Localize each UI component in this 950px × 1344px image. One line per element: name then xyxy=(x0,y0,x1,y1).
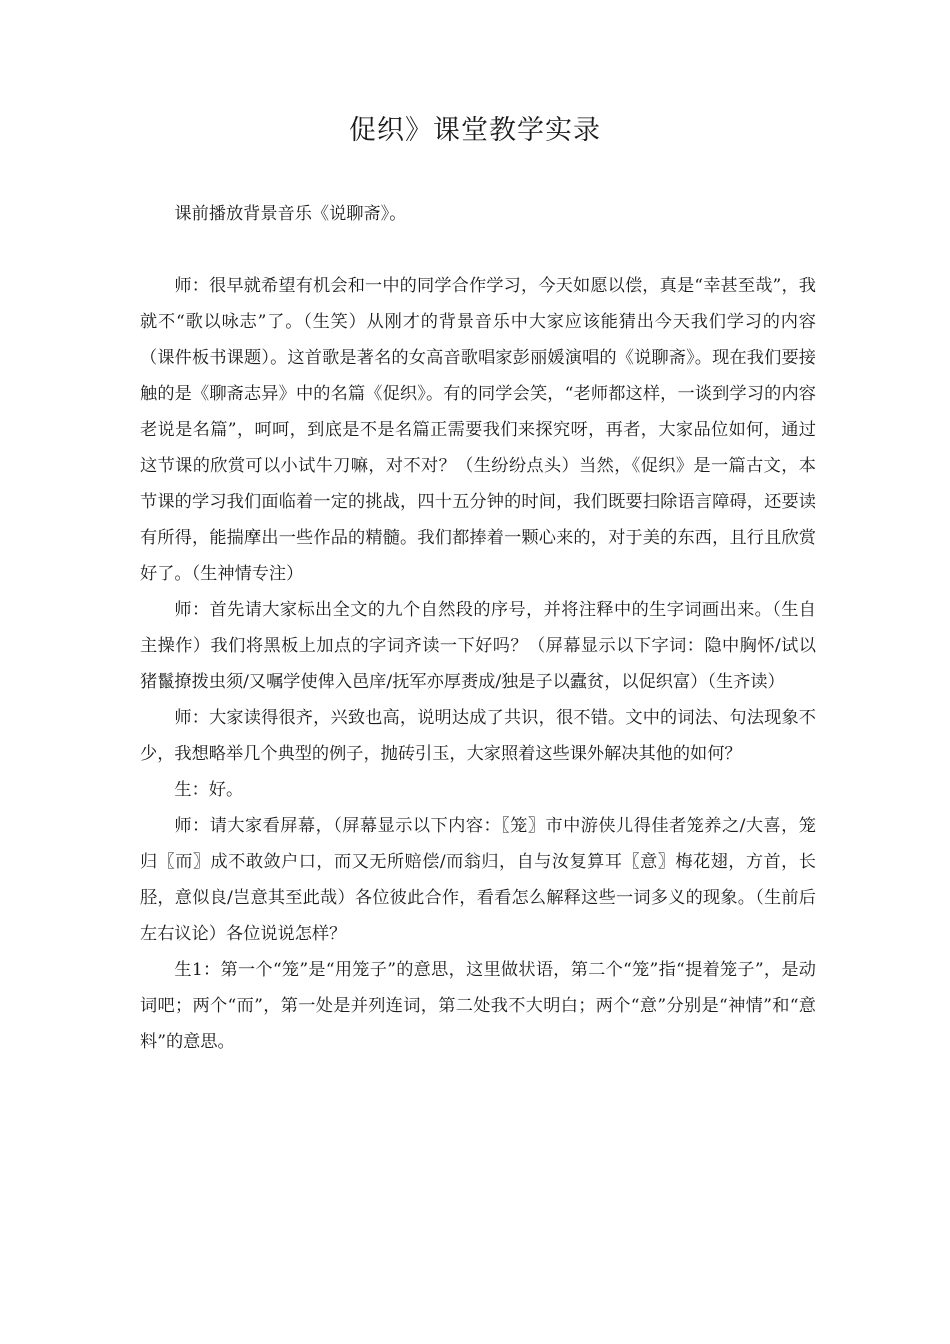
document-title: 促织》课堂教学实录 xyxy=(349,115,601,146)
paragraph-teacher-vocabulary: 师：首先请大家标出全文的九个自然段的序号，并将注释中的生字词画出来。（生自主操作）我们将黑板上加点的字词齐读一下好吗？（屏幕显示以下字词：隐中胸怀/试以猪鬣撩拨虫须/又嘱学使俾入邑庠/抚军亦厚赉成/独是子以蠹贫，以促织富）（生齐读） xyxy=(140,600,816,692)
document-body xyxy=(140,196,816,1060)
paragraph-teacher-opening: 师：很早就希望有机会和一中的同学合作学习，今天如愿以偿，真是“幸甚至哉”，我就不“歌以咏志”了。（生笑）从刚才的背景音乐中大家应该能猜出今天我们学习的内容（课件板书课题）。这首歌是著名的女高音歌唱家彭丽媛演唱的《说聊斋》。现在我们要接触的是《聊斋志异》中的名篇《促织》。有的同学会笑，“老师都这样，一谈到学习的内容老说是名篇”，呵呵，到底是不是名篇正需要我们来探究呀，再者，大家品位如何，通过这节课的欣赏可以小试牛刀嘛，对不对？（生纷纷点头）当然，《促织》是一篇古文，本节课的学习我们面临着一定的挑战，四十五分钟的时间，我们既要扫除语言障碍，还要读有所得，能揣摩出一些作品的精髓。我们都捧着一颗心来的，对于美的东西，且行且欣赏好了。（生神情专注） xyxy=(140,276,816,584)
paragraph-student-1-answer: 生1：第一个“笼”是“用笼子”的意思，这里做状语，第二个“笼”指“提着笼子”，是动词吧；两个“而”，第一处是并列连词，第二处我不大明白；两个“意”分别是“神情”和“意料”的意思。 xyxy=(140,960,816,1052)
paragraph-teacher-screen: 师：请大家看屏幕，（屏幕显示以下内容：〖笼〗市中游侠儿得佳者笼养之/大喜，笼归〖而〗成不敢敛户口，而又无所赔偿/而翁归，自与汝复算耳〖意〗梅花翅，方首，长胫，意似良/岂意其至此哉）各位彼此合作，看看怎么解释这些一词多义的现象。（生前后左右议论）各位说说怎样？ xyxy=(140,816,816,944)
paragraph-intro: 课前播放背景音乐《说聊斋》。 xyxy=(174,204,407,224)
paragraph-teacher-grammar: 师：大家读得很齐，兴致也高，说明达成了共识，很不错。文中的词法、句法现象不少，我想略举几个典型的例子，抛砖引玉，大家照着这些课外解决其他的如何？ xyxy=(140,708,816,764)
paragraph-student-reply: 生：好。 xyxy=(174,780,244,800)
